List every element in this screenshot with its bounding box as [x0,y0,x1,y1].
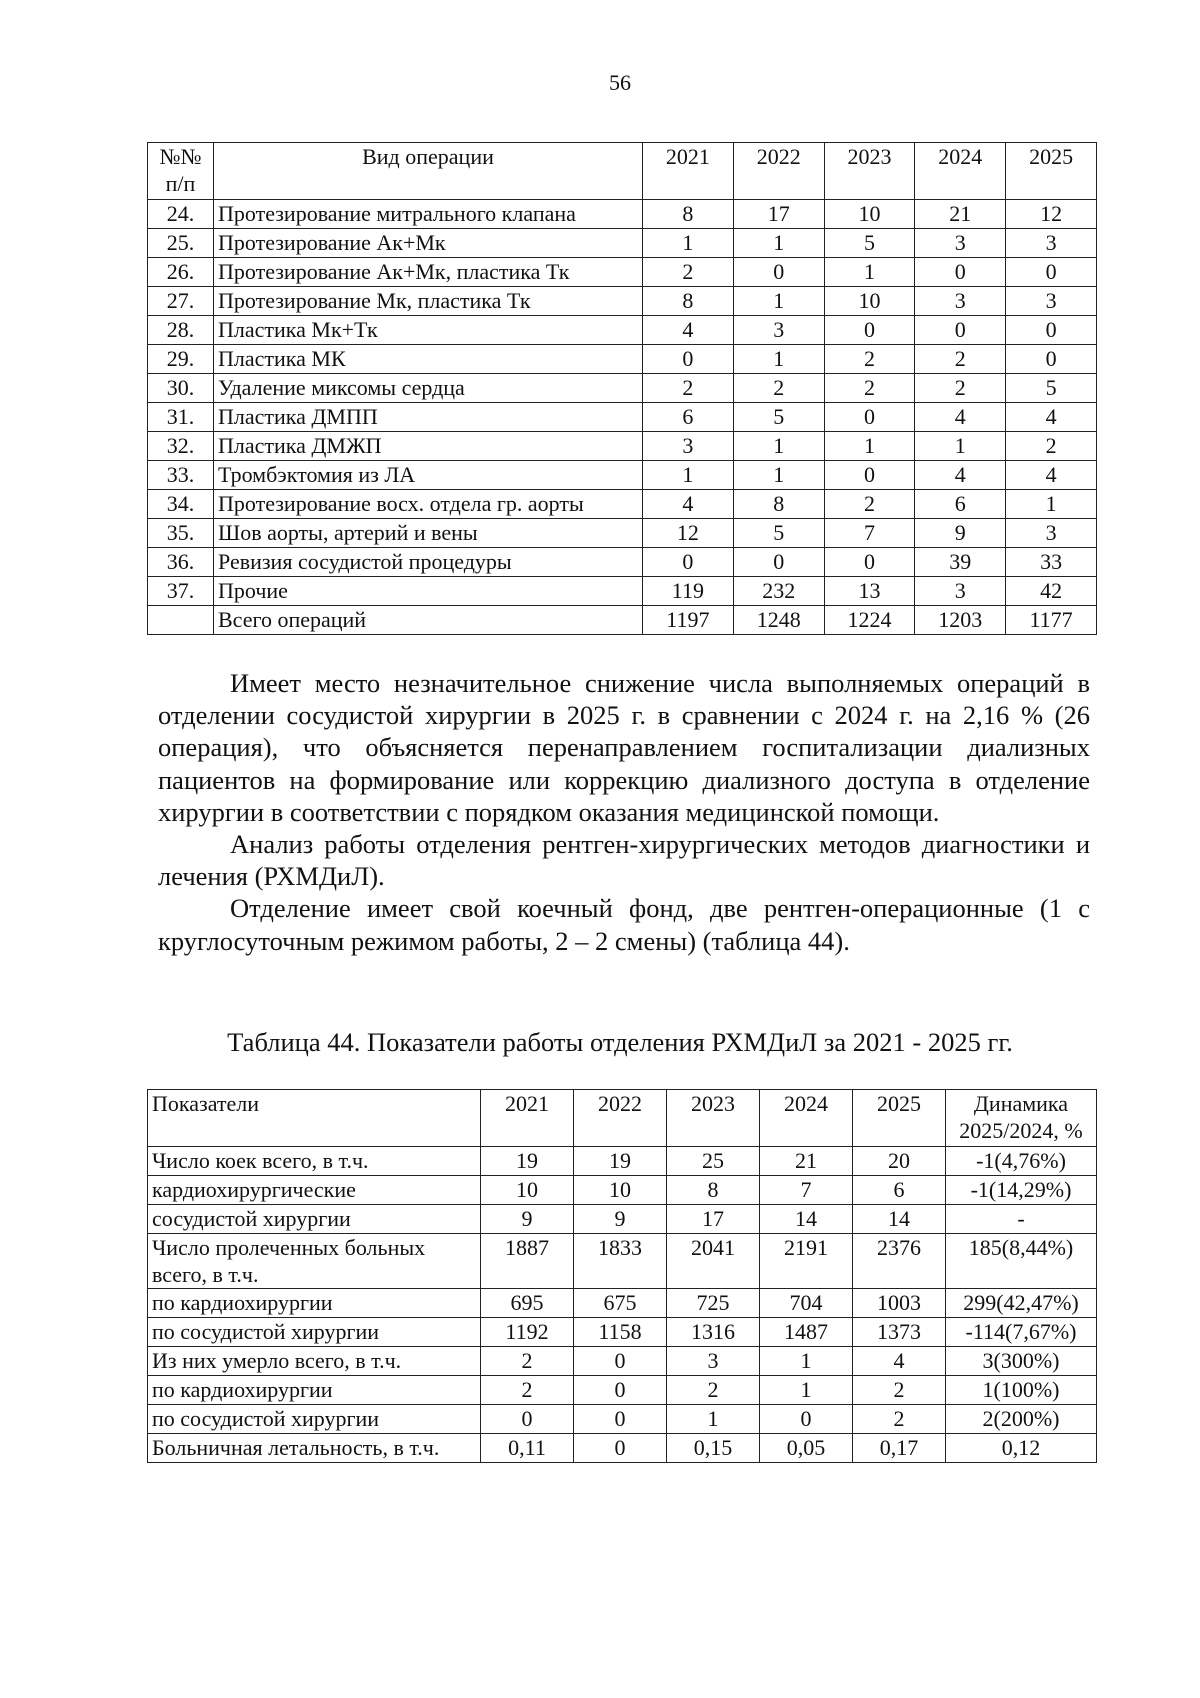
table-row [148,461,1097,490]
body-text [158,667,1090,957]
ops-cell-value: 1197 [643,606,734,635]
ops-cell-value: 3 [1006,287,1097,316]
ops-cell-value: 4 [915,461,1006,490]
ops-cell-name: Пластика МК [214,345,643,374]
ind-cell-value: 17 [667,1205,760,1234]
ind-cell-dynamics: -1(14,29%) [946,1176,1097,1205]
ind-cell-value: 0 [574,1405,667,1434]
ops-cell-value: 1 [824,258,915,287]
table-row [148,1234,1097,1289]
ops-cell-value: 0 [643,345,734,374]
ops-cell-name: Шов аорты, артерий и вены [214,519,643,548]
ind-header-year: 2025 [853,1090,946,1147]
ind-cell-value: 725 [667,1289,760,1318]
ind-cell-value: 14 [760,1205,853,1234]
ops-cell-value: 6 [915,490,1006,519]
ops-cell-value: 0 [824,548,915,577]
ind-cell-dynamics: 2(200%) [946,1405,1097,1434]
ops-cell-name: Протезирование митрального клапана [214,200,643,229]
ind-cell-value: 9 [574,1205,667,1234]
ops-cell-value: 2 [915,345,1006,374]
ops-cell-value: 1 [733,229,824,258]
ind-cell-value: 19 [574,1147,667,1176]
ind-header-label: Показатели [148,1090,481,1147]
ind-cell-value: 0,17 [853,1434,946,1463]
ind-cell-label: по сосудистой хирургии [148,1405,481,1434]
ops-cell-value: 2 [824,374,915,403]
table-row [148,374,1097,403]
ind-cell-value: 0,11 [481,1434,574,1463]
ind-cell-value: 0 [574,1347,667,1376]
ops-cell-value: 1248 [733,606,824,635]
ops-cell-num: 33. [148,461,214,490]
table-row [148,1147,1097,1176]
ops-cell-value: 1 [733,287,824,316]
ops-cell-name: Удаление миксомы сердца [214,374,643,403]
ops-cell-value: 4 [643,490,734,519]
ops-cell-value: 1224 [824,606,915,635]
ops-header-year: 2021 [643,143,734,200]
ind-cell-value: 704 [760,1289,853,1318]
table-row [148,287,1097,316]
ops-cell-name: Прочие [214,577,643,606]
ind-cell-value: 1 [760,1376,853,1405]
ind-cell-dynamics: 0,12 [946,1434,1097,1463]
table-caption: Таблица 44. Показатели работы отделения РХМДиЛ за 2021 - 2025 гг. [227,1027,1013,1057]
ops-header-name: Вид операции [214,143,643,200]
ops-cell-value: 3 [643,432,734,461]
ops-cell-value: 10 [824,200,915,229]
paragraph: Отделение имеет свой коечный фонд, две рентген-операционные (1 с круглосуточным режимом работы, 2 – 2 смены) (таблица 44). [158,893,1090,956]
ind-cell-value: 20 [853,1147,946,1176]
ops-cell-value: 0 [915,258,1006,287]
ind-cell-value: 2 [853,1405,946,1434]
ind-cell-value: 3 [667,1347,760,1376]
ind-cell-dynamics: 299(42,47%) [946,1289,1097,1318]
ind-cell-value: 2041 [667,1234,760,1289]
ops-cell-num: 37. [148,577,214,606]
ind-cell-value: 6 [853,1176,946,1205]
table-row [148,316,1097,345]
ind-header-year: 2024 [760,1090,853,1147]
ind-cell-label: Число пролеченных больных всего, в т.ч. [148,1234,481,1289]
ops-cell-num: 32. [148,432,214,461]
ind-header-year: 2023 [667,1090,760,1147]
ops-cell-value: 8 [643,287,734,316]
table-row [148,200,1097,229]
table-row [148,606,1097,635]
ops-cell-value: 8 [643,200,734,229]
ind-cell-value: 1192 [481,1318,574,1347]
ops-cell-value: 0 [733,258,824,287]
ind-header-dynamics: Динамика 2025/2024, % [946,1090,1097,1147]
ops-cell-value: 0 [915,316,1006,345]
ops-header-num: №№ п/п [148,143,214,200]
table-row [148,1434,1097,1463]
ind-cell-label: по кардиохирургии [148,1376,481,1405]
ind-cell-value: 7 [760,1176,853,1205]
ops-cell-value: 0 [1006,258,1097,287]
ind-cell-value: 1487 [760,1318,853,1347]
ind-cell-value: 1 [760,1347,853,1376]
ops-cell-value: 13 [824,577,915,606]
ops-cell-value: 39 [915,548,1006,577]
ind-cell-value: 25 [667,1147,760,1176]
page-number: 56 [609,70,631,95]
ops-cell-value: 1 [733,345,824,374]
ops-cell-value: 5 [1006,374,1097,403]
ops-header-year: 2025 [1006,143,1097,200]
ops-cell-num: 29. [148,345,214,374]
ops-cell-value: 1 [643,461,734,490]
ops-cell-value: 1177 [1006,606,1097,635]
table-row [148,432,1097,461]
ops-cell-value: 3 [1006,519,1097,548]
ind-cell-value: 1 [667,1405,760,1434]
ops-cell-value: 5 [733,519,824,548]
ops-cell-name: Пластика ДМПП [214,403,643,432]
ops-cell-name: Протезирование Мк, пластика Тк [214,287,643,316]
ind-cell-value: 695 [481,1289,574,1318]
ops-cell-value: 42 [1006,577,1097,606]
ops-cell-value: 17 [733,200,824,229]
ind-cell-value: 0 [574,1434,667,1463]
ind-cell-label: Из них умерло всего, в т.ч. [148,1347,481,1376]
ind-cell-dynamics: -1(4,76%) [946,1147,1097,1176]
table-row [148,1376,1097,1405]
ind-cell-value: 14 [853,1205,946,1234]
table-row [148,519,1097,548]
ops-cell-value: 6 [643,403,734,432]
ind-header-year: 2021 [481,1090,574,1147]
ops-cell-value: 2 [915,374,1006,403]
ops-cell-value: 0 [1006,345,1097,374]
ind-cell-value: 2 [667,1376,760,1405]
ops-cell-name: Протезирование Ак+Мк [214,229,643,258]
ops-cell-value: 2 [733,374,824,403]
table-row [148,345,1097,374]
ind-cell-value: 2 [853,1376,946,1405]
ops-cell-value: 9 [915,519,1006,548]
table-row [148,548,1097,577]
table-row [148,1205,1097,1234]
ind-cell-label: сосудистой хирургии [148,1205,481,1234]
ops-cell-value: 0 [824,316,915,345]
ops-cell-value: 4 [1006,461,1097,490]
ops-cell-value: 12 [643,519,734,548]
ind-cell-value: 0 [760,1405,853,1434]
ops-cell-name: Протезирование восх. отдела гр. аорты [214,490,643,519]
ops-header-year: 2024 [915,143,1006,200]
ind-cell-label: по сосудистой хирургии [148,1318,481,1347]
ops-cell-value: 0 [643,548,734,577]
ops-cell-num: 36. [148,548,214,577]
ind-cell-value: 1373 [853,1318,946,1347]
ops-cell-num: 30. [148,374,214,403]
ops-cell-value: 8 [733,490,824,519]
ops-cell-value: 1 [643,229,734,258]
ind-cell-value: 1316 [667,1318,760,1347]
ind-cell-value: 2 [481,1376,574,1405]
ops-cell-value: 1 [915,432,1006,461]
ops-cell-value: 0 [824,403,915,432]
ops-cell-value: 33 [1006,548,1097,577]
ops-cell-value: 0 [733,548,824,577]
ops-cell-value: 4 [643,316,734,345]
table-row [148,1347,1097,1376]
ops-cell-name: Пластика ДМЖП [214,432,643,461]
ind-cell-value: 0 [574,1376,667,1405]
ops-cell-value: 0 [824,461,915,490]
ops-cell-value: 1203 [915,606,1006,635]
ind-cell-value: 1833 [574,1234,667,1289]
ops-cell-value: 2 [1006,432,1097,461]
ops-cell-value: 12 [1006,200,1097,229]
table-row [148,1318,1097,1347]
ops-cell-value: 2 [824,345,915,374]
ops-cell-name: Всего операций [214,606,643,635]
table-row [148,258,1097,287]
ops-cell-value: 1 [733,432,824,461]
ops-cell-value: 232 [733,577,824,606]
ops-cell-value: 5 [733,403,824,432]
ind-cell-value: 2376 [853,1234,946,1289]
ops-cell-value: 3 [733,316,824,345]
ops-cell-num: 26. [148,258,214,287]
ops-cell-value: 4 [915,403,1006,432]
ops-cell-value: 1 [824,432,915,461]
ops-cell-num: 34. [148,490,214,519]
ops-cell-value: 3 [915,287,1006,316]
ind-cell-value: 2 [481,1347,574,1376]
ops-cell-num: 35. [148,519,214,548]
ind-table-header-row [148,1090,1097,1147]
ops-cell-name: Тромбэктомия из ЛА [214,461,643,490]
ops-cell-value: 10 [824,287,915,316]
ops-cell-name: Пластика Мк+Тк [214,316,643,345]
ind-cell-value: 0,15 [667,1434,760,1463]
ind-cell-label: кардиохирургические [148,1176,481,1205]
table-row [148,490,1097,519]
ops-cell-name: Ревизия сосудистой процедуры [214,548,643,577]
ind-cell-value: 19 [481,1147,574,1176]
ind-cell-label: Больничная летальность, в т.ч. [148,1434,481,1463]
paragraph: Имеет место незначительное снижение числа выполняемых операций в отделении сосудистой хирургии в 2025 г. в сравнении с 2024 г. на 2,16 % (26 операция), что объясняется перенаправлением госпитализации диализных пациентов на формирование или коррекцию диализного доступа в отделение хирургии в соответствии с порядком оказания медицинской помощи. [158,668,1090,827]
ind-cell-dynamics: 185(8,44%) [946,1234,1097,1289]
table-row [148,1405,1097,1434]
ops-cell-value: 119 [643,577,734,606]
ind-cell-value: 0 [481,1405,574,1434]
ops-cell-value: 5 [824,229,915,258]
ops-cell-value: 3 [915,229,1006,258]
table-row [148,403,1097,432]
paragraph: Анализ работы отделения рентген-хирургических методов диагностики и лечения (РХМДиЛ). [158,829,1090,892]
ops-header-year: 2023 [824,143,915,200]
ind-cell-dynamics: -114(7,67%) [946,1318,1097,1347]
ops-cell-num: 27. [148,287,214,316]
ind-cell-value: 8 [667,1176,760,1205]
ops-cell-num: 24. [148,200,214,229]
ops-header-year: 2022 [733,143,824,200]
ops-cell-num [148,606,214,635]
ops-cell-value: 0 [1006,316,1097,345]
ops-cell-value: 7 [824,519,915,548]
ops-table-header-row [148,143,1097,200]
ops-cell-value: 1 [733,461,824,490]
ops-cell-value: 3 [1006,229,1097,258]
ops-cell-num: 31. [148,403,214,432]
ops-cell-value: 2 [643,374,734,403]
ops-cell-num: 28. [148,316,214,345]
ind-cell-value: 1887 [481,1234,574,1289]
table-row [148,577,1097,606]
ind-cell-label: по кардиохирургии [148,1289,481,1318]
ind-cell-value: 10 [574,1176,667,1205]
ind-cell-value: 1158 [574,1318,667,1347]
ops-cell-value: 4 [1006,403,1097,432]
ind-cell-value: 2191 [760,1234,853,1289]
ind-cell-value: 10 [481,1176,574,1205]
ind-cell-dynamics: - [946,1205,1097,1234]
ind-cell-value: 21 [760,1147,853,1176]
ops-cell-value: 1 [1006,490,1097,519]
ops-cell-name: Протезирование Ак+Мк, пластика Тк [214,258,643,287]
ind-cell-value: 9 [481,1205,574,1234]
ind-cell-value: 675 [574,1289,667,1318]
table-row [148,229,1097,258]
ops-cell-value: 21 [915,200,1006,229]
ind-cell-label: Число коек всего, в т.ч. [148,1147,481,1176]
ind-cell-dynamics: 1(100%) [946,1376,1097,1405]
indicators-table [147,1089,1097,1463]
ops-cell-value: 2 [643,258,734,287]
ind-cell-value: 1003 [853,1289,946,1318]
table-row [148,1176,1097,1205]
ops-cell-num: 25. [148,229,214,258]
ops-cell-value: 2 [824,490,915,519]
operations-table [147,142,1097,635]
table-row [148,1289,1097,1318]
ops-cell-value: 3 [915,577,1006,606]
ind-cell-value: 4 [853,1347,946,1376]
ind-cell-value: 0,05 [760,1434,853,1463]
ind-cell-dynamics: 3(300%) [946,1347,1097,1376]
ind-header-year: 2022 [574,1090,667,1147]
